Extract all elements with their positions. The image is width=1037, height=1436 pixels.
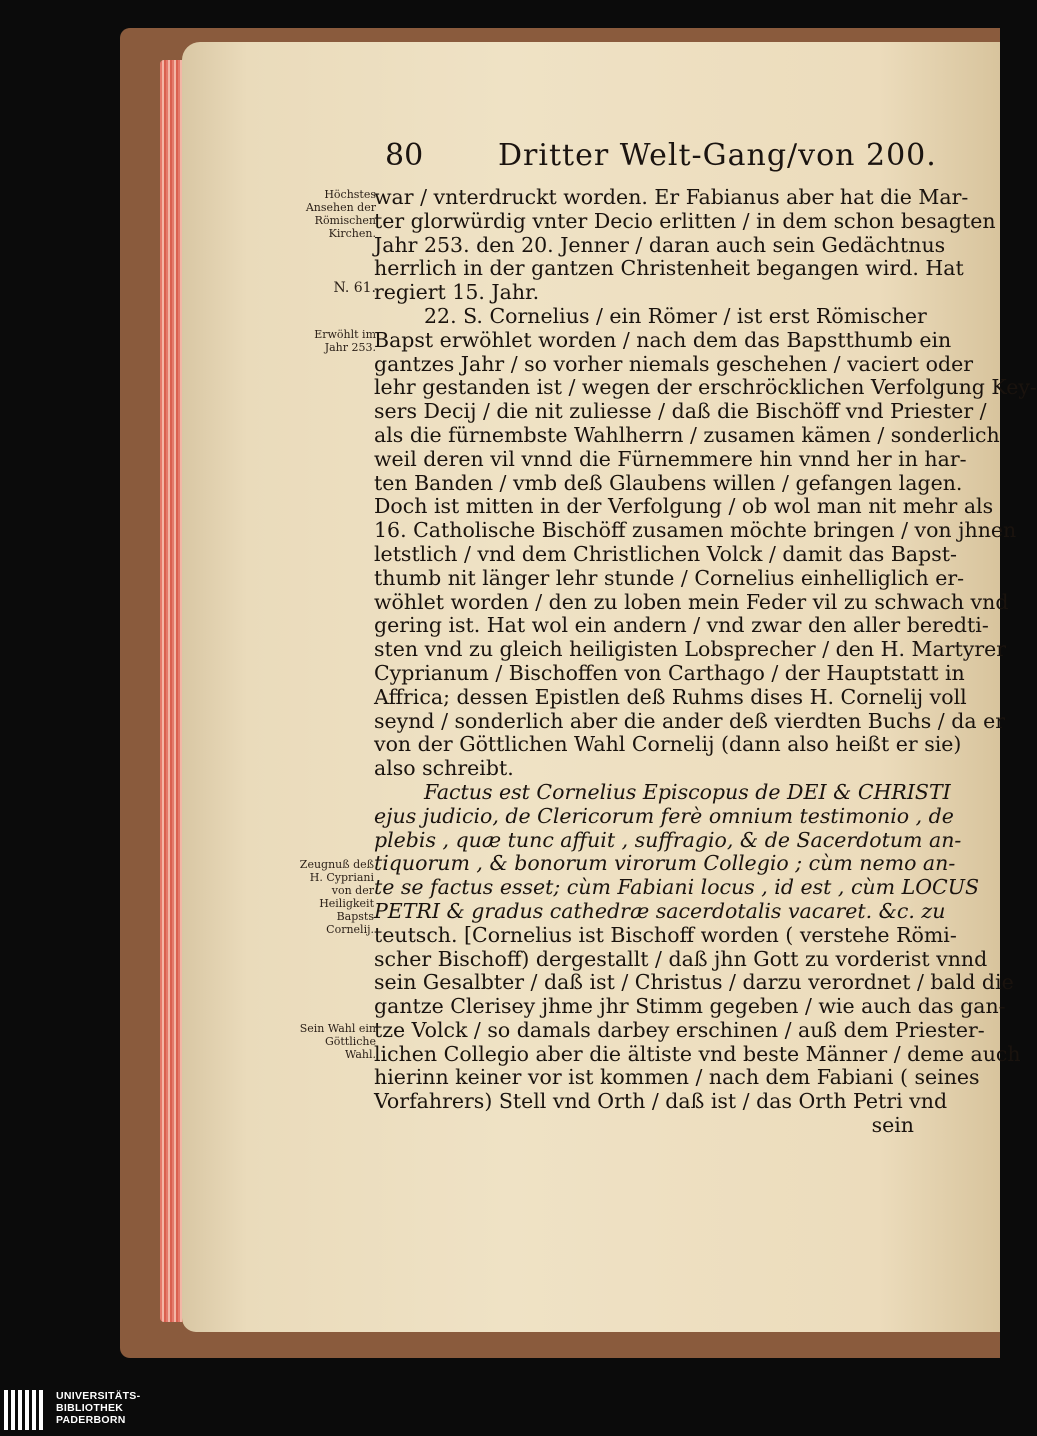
- text-line: regiert 15. Jahr.: [374, 280, 540, 305]
- text-line: seynd / sonderlich aber die ander deß vierdten Buchs / da er: [374, 708, 1005, 733]
- text-line: sten vnd zu gleich heiligisten Lobsprecher / den H. Martyrer: [374, 637, 1007, 662]
- text-line: letstlich / vnd dem Christlichen Volck / damit das Bapst-: [374, 541, 957, 566]
- page-header: [385, 138, 937, 178]
- margin-note: N. 61.: [333, 280, 376, 296]
- text-line: tiquorum , & bonorum virorum Collegio ; cùm nemo an-: [374, 851, 956, 876]
- text-line: Affrica; dessen Epistlen deß Ruhms dises H. Cornelij voll: [374, 684, 967, 709]
- text-line: te se factus esset; cùm Fabiani locus , id est , cùm LOCUS: [374, 875, 980, 900]
- text-line: Jahr 253. den 20. Jenner / daran auch sein Gedächtnus: [374, 232, 946, 257]
- text-line: tze Volck / so damals darbey erschinen / auß dem Priester-: [374, 1017, 985, 1042]
- running-title: Dritter Welt-Gang/von 200.: [498, 138, 937, 173]
- text-line: 22. S. Cornelius / ein Römer / ist erst Römischer: [424, 303, 927, 328]
- text-line: sein Gesalbter / daß ist / Christus / darzu verordnet / bald die: [374, 970, 1014, 995]
- text-line: als die fürnembste Wahlherrn / zusamen kämen / sonderlich: [374, 422, 1000, 447]
- library-logo-text: UNIVERSITÄTS- BIBLIOTHEK PADERBORN: [56, 1390, 141, 1426]
- text-line: ejus judicio, de Clericorum ferè omnium testimonio , de: [374, 803, 954, 828]
- margin-note: Zeugnuß deß H. Cypriani von der Heiligkeit Bapsts Cornelij.: [299, 858, 374, 936]
- text-line: lichen Collegio aber die ältiste vnd beste Männer / deme auch: [374, 1041, 1021, 1066]
- text-line: sers Decij / die nit zuliesse / daß die Bischöff vnd Priester /: [374, 399, 987, 424]
- text-line: lehr gestanden ist / wegen der erschröcklichen Verfolgung Key-: [374, 375, 1037, 400]
- text-line: 16. Catholische Bischöff zusamen möchte bringen / von jhnen: [374, 518, 1017, 543]
- text-line: scher Bischoff) dergestallt / daß jhn Gott zu vorderist vnnd: [374, 946, 988, 971]
- text-line: teutsch. [Cornelius ist Bischoff worden ( verstehe Römi-: [374, 922, 957, 947]
- library-logo: [0, 1386, 180, 1436]
- text-line: hierinn keiner vor ist kommen / nach dem Fabiani ( seines: [374, 1065, 980, 1090]
- text-line: thumb nit länger lehr stunde / Cornelius einhelliglich er-: [374, 565, 965, 590]
- text-line: ter glorwürdig vnter Decio erlitten / in dem schon besagten: [374, 208, 996, 233]
- text-line: Factus est Cornelius Episcopus de DEI & CHRISTI: [424, 779, 951, 804]
- text-line: ten Banden / vmb deß Glaubens willen / gefangen lagen.: [374, 470, 963, 495]
- text-line: Doch ist mitten in der Verfolgung / ob wol man nit mehr als: [374, 494, 994, 519]
- text-line: herrlich in der gantzen Christenheit begangen wird. Hat: [374, 256, 964, 281]
- text-line: sein: [871, 1113, 914, 1138]
- text-line: also schreibt.: [374, 756, 514, 781]
- margin-note: Höchstes Ansehen der Römischen Kirchen.: [305, 188, 376, 240]
- margin-note: Sein Wahl ein Göttliche Wahl.: [299, 1022, 376, 1061]
- text-line: weil deren vil vnnd die Fürnemmere hin vnnd her in har-: [374, 446, 967, 471]
- library-logo-icon: [4, 1390, 50, 1430]
- text-line: gering ist. Hat wol ein andern / vnd zwar den aller beredti-: [374, 613, 989, 638]
- margin-note: Erwöhlt im Jahr 253.: [314, 328, 376, 354]
- text-line: wöhlet worden / den zu loben mein Feder vil zu schwach vnd: [374, 589, 1009, 614]
- text-line: Bapst erwöhlet worden / nach dem das Bapstthumb ein: [374, 327, 952, 352]
- page-number: 80: [385, 138, 424, 173]
- text-line: plebis , quæ tunc affuit , suffragio, & de Sacerdotum an-: [374, 827, 962, 852]
- text-line: Vorfahrers) Stell vnd Orth / daß ist / das Orth Petri vnd: [374, 1089, 948, 1114]
- text-line: gantzes Jahr / so vorher niemals geschehen / vaciert oder: [374, 351, 974, 376]
- text-line: Cyprianum / Bischoffen von Carthago / der Hauptstatt in: [374, 660, 965, 685]
- body-text: [374, 185, 1037, 1138]
- text-line: von der Göttlichen Wahl Cornelij (dann also heißt er sie): [374, 732, 962, 757]
- text-line: gantze Clerisey jhme jhr Stimm gegeben / wie auch das gan-: [374, 994, 1006, 1019]
- text-line: PETRI & gradus cathedræ sacerdotalis vacaret. &c. zu: [374, 898, 946, 923]
- text-line: war / vnterdruckt worden. Er Fabianus aber hat die Mar-: [374, 185, 969, 209]
